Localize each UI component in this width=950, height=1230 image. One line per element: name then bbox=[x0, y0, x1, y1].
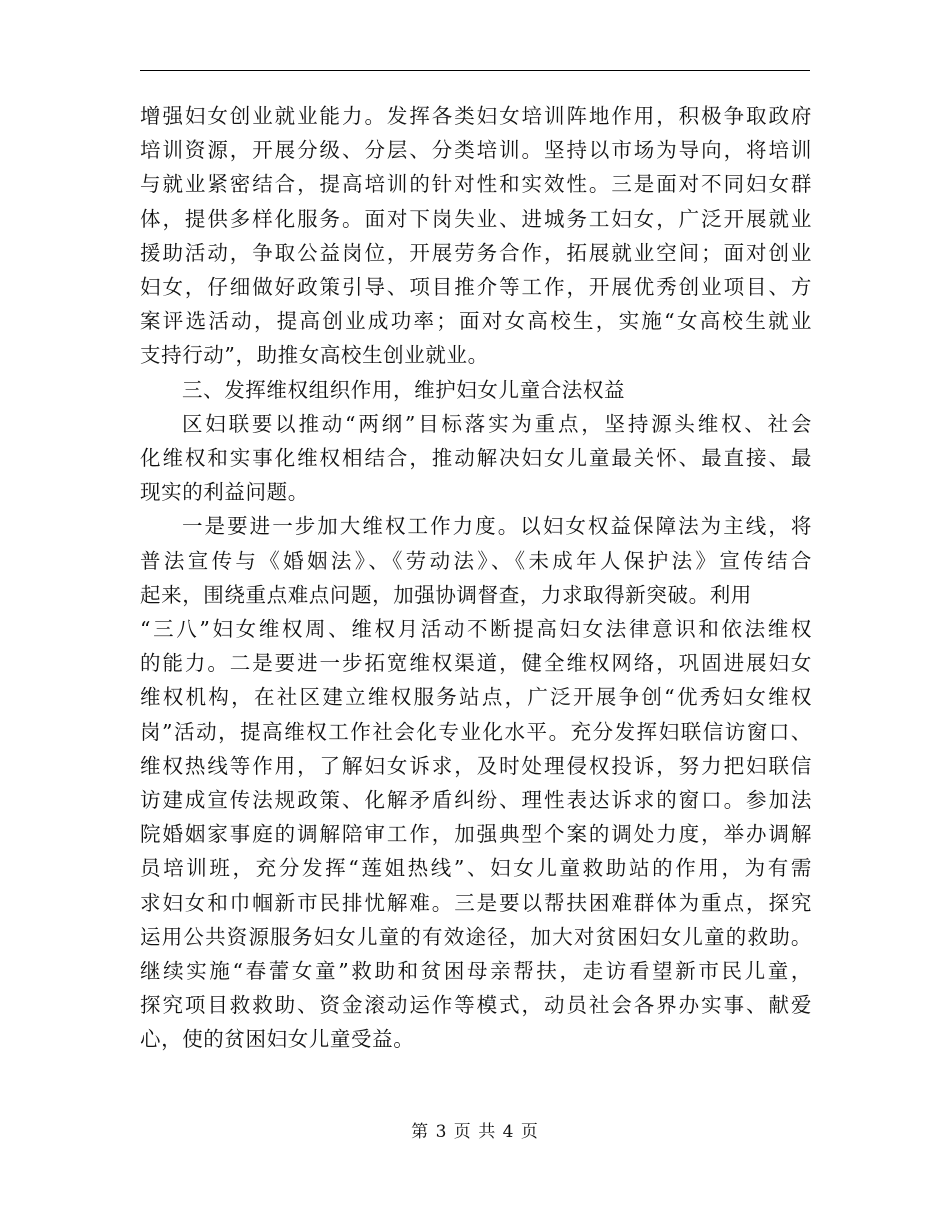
header-rule bbox=[140, 70, 810, 71]
text-line: 岗”活动，提高维权工作社会化专业化水平。充分发挥妇联信访窗口、 bbox=[140, 719, 812, 744]
text-line: 继续实施“春蕾女童”救助和贫困母亲帮扶，走访看望新市民儿童， bbox=[140, 959, 812, 984]
text-line: 三、发挥维权组织作用，维护妇女儿童合法权益 bbox=[182, 377, 626, 402]
text-line: 妇女，仔细做好政策引导、项目推介等工作，开展优秀创业项目、方 bbox=[140, 275, 812, 300]
text-line: 援助活动，争取公益岗位，开展劳务合作，拓展就业空间；面对创业 bbox=[140, 240, 812, 265]
text-line: “三八”妇女维权周、维权月活动不断提高妇女法律意识和依法维权 bbox=[140, 617, 812, 642]
text-line: 现实的利益问题。 bbox=[140, 480, 309, 505]
text-line: 化维权和实事化维权相结合，推动解决妇女儿童最关怀、最直接、最 bbox=[140, 446, 812, 471]
text-line: 求妇女和巾帼新市民排忧解难。三是要以帮扶困难群体为重点，探究 bbox=[140, 890, 812, 915]
text-line: 区妇联要以推动“两纲”目标落实为重点，坚持源头维权、社会 bbox=[182, 411, 812, 436]
text-line: 起来，围绕重点难点问题，加强协调督查，力求取得新突破。利用 bbox=[140, 582, 752, 607]
text-line: 员培训班，充分发挥“莲姐热线”、妇女儿童救助站的作用，为有需 bbox=[140, 856, 812, 881]
text-line: 维权机构，在社区建立维权服务站点，广泛开展争创“优秀妇女维权 bbox=[140, 685, 812, 710]
text-line: 案评选活动，提高创业成功率；面对女高校生，实施“女高校生就业 bbox=[140, 309, 812, 334]
text-line: 普法宣传与《婚姻法》、《劳动法》、《未成年人保护法》宣传结合 bbox=[140, 548, 812, 573]
page-footer: 第 3 页 共 4 页 bbox=[411, 1122, 539, 1142]
text-line: 体，提供多样化服务。面对下岗失业、进城务工妇女，广泛开展就业 bbox=[140, 206, 812, 231]
text-line: 运用公共资源服务妇女儿童的有效途径，加大对贫困妇女儿童的救助。 bbox=[140, 924, 812, 949]
text-line: 与就业紧密结合，提高培训的针对性和实效性。三是面对不同妇女群 bbox=[140, 172, 812, 197]
text-line: 增强妇女创业就业能力。发挥各类妇女培训阵地作用，积极争取政府 bbox=[140, 104, 812, 128]
text-line: 探究项目救救助、资金滚动运作等模式，动员社会各界办实事、献爱 bbox=[140, 993, 812, 1018]
text-line: 心，使的贫困妇女儿童受益。 bbox=[140, 1027, 415, 1052]
text-line: 支持行动”，助推女高校生创业就业。 bbox=[140, 343, 489, 368]
text-line: 的能力。二是要进一步拓宽维权渠道，健全维权网络，巩固进展妇女 bbox=[140, 651, 812, 676]
body-text bbox=[140, 99, 812, 1057]
text-line: 维权热线等作用，了解妇女诉求，及时处理侵权投诉，努力把妇联信 bbox=[140, 753, 812, 778]
text-line: 一是要进一步加大维权工作力度。以妇女权益保障法为主线，将 bbox=[182, 514, 812, 539]
text-line: 院婚姻家事庭的调解陪审工作，加强典型个案的调处力度，举办调解 bbox=[140, 822, 812, 847]
text-line: 访建成宣传法规政策、化解矛盾纠纷、理性表达诉求的窗口。参加法 bbox=[140, 788, 812, 813]
text-line: 培训资源，开展分级、分层、分类培训。坚持以市场为导向，将培训 bbox=[140, 138, 812, 163]
